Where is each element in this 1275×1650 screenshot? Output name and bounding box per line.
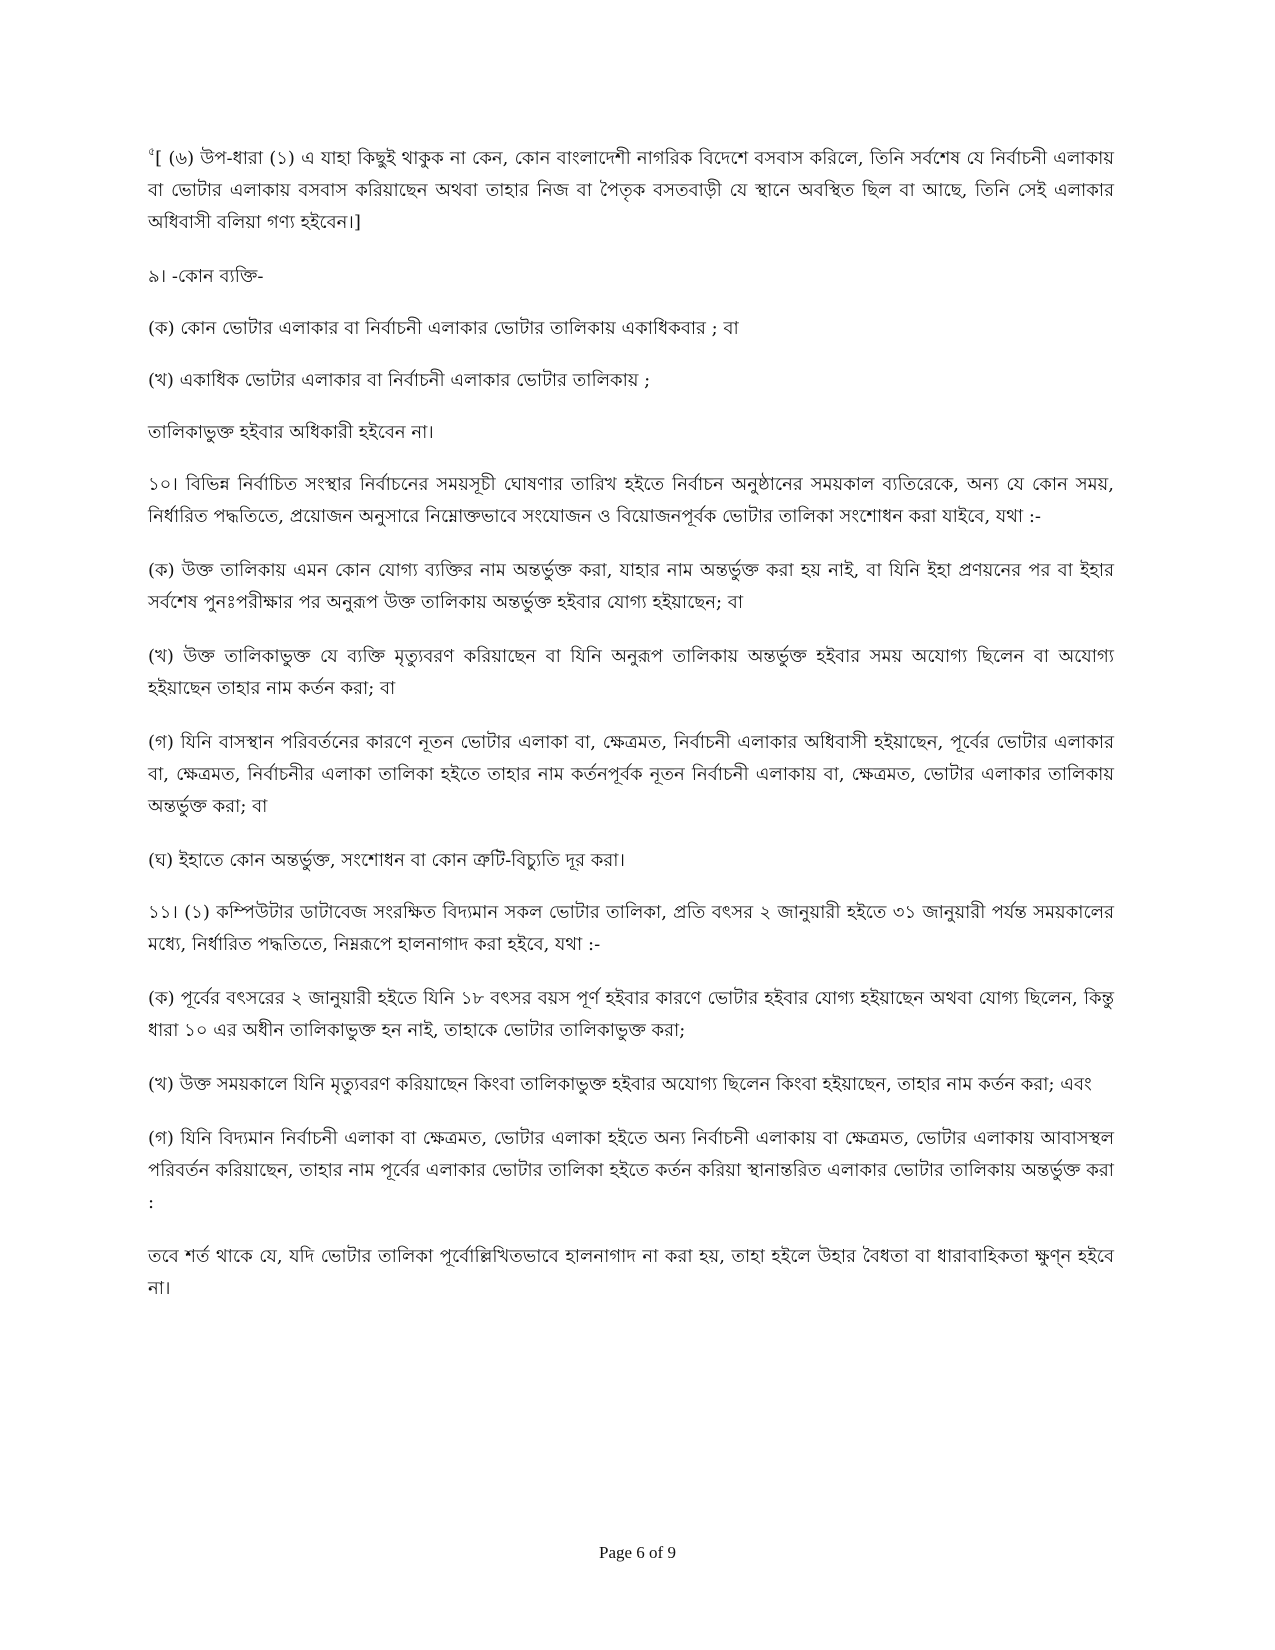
paragraph-proviso: তবে শর্ত থাকে যে, যদি ভোটার তালিকা পূর্বোল্লিখিতভাবে হালনাগাদ না করা হয়, তাহা হইলে উহার বৈধতা বা ধারাবাহিকতা ক্ষুণ্ন হইবে না। — [148, 1246, 1114, 1299]
document-body — [148, 143, 1114, 1327]
paragraph-section-10-ka: (ক) উক্ত তালিকায় এমন কোন যোগ্য ব্যক্তির নাম অন্তর্ভুক্ত করা, যাহার নাম অন্তর্ভুক্ত করা হয় নাই, বা যিনি ইহা প্রণয়নের পর বা ইহার সর্বশেষ পুনঃপরীক্ষার পর অনুরূপ উক্ত তালিকায় অন্তর্ভুক্ত হইবার যোগ্য হইয়াছেন; বা — [148, 560, 1114, 613]
paragraph-section-9-closing: তালিকাভুক্ত হইবার অধিকারী হইবেন না। — [148, 422, 434, 443]
paragraph-section-9-ka: (ক) কোন ভোটার এলাকার বা নির্বাচনী এলাকার ভোটার তালিকায় একাধিকবার ; বা — [148, 318, 739, 339]
paragraph-section-11-ka: (ক) পূর্বের বৎসরের ২ জানুয়ারী হইতে যিনি ১৮ বৎসর বয়স পূর্ণ হইবার কারণে ভোটার হইবার যোগ্য হইয়াছেন অথবা যোগ্য ছিলেন, কিন্তু ধারা ১০ এর অধীন তালিকাভুক্ত হন নাই, তাহাকে ভোটার তালিকাভুক্ত করা; — [148, 988, 1114, 1041]
paragraph-text: [ (৬) উপ-ধারা (১) এ যাহা কিছুই থাকুক না কেন, কোন বাংলাদেশী নাগরিক বিদেশে বসবাস করিলে, তিনি সর্বশেষ যে নির্বাচনী এলাকায় বা ভোটার এলাকায় বসবাস করিয়াছেন অথবা তাহার নিজ বা পৈতৃক বসতবাড়ী যে স্থানে অবস্থিত ছিল বা আছে, তিনি সেই এলাকার অধিবাসী বলিয়া গণ্য হইবেন।] — [148, 148, 1114, 233]
paragraph-section-10: ১০। বিভিন্ন নির্বাচিত সংস্থার নির্বাচনের সময়সূচী ঘোষণার তারিখ হইতে নির্বাচন অনুষ্ঠানের সময়কাল ব্যতিরেকে, অন্য যে কোন সময়, নির্ধারিত পদ্ধতিতে, প্রয়োজন অনুসারে নিম্নোক্তভাবে সংযোজন ও বিয়োজনপূর্বক ভোটার তালিকা সংশোধন করা যাইবে, যথা :- — [148, 474, 1114, 527]
page-number-footer: Page 6 of 9 — [599, 1543, 676, 1562]
paragraph-section-10-ga: (গ) যিনি বাসস্থান পরিবর্তনের কারণে নূতন ভোটার এলাকা বা, ক্ষেত্রমত, নির্বাচনী এলাকার অধিবাসী হইয়াছেন, পূর্বের ভোটার এলাকার বা, ক্ষেত্রমত, নির্বাচনীর এলাকা তালিকা হইতে তাহার নাম কর্তনপূর্বক নূতন নির্বাচনী এলাকায় বা, ক্ষেত্রমত, ভোটার এলাকার তালিকায় অন্তর্ভুক্ত করা; বা — [148, 732, 1114, 817]
paragraph-section-9: ৯। -কোন ব্যক্তি- — [148, 266, 264, 287]
paragraph-section-10-kha: (খ) উক্ত তালিকাভুক্ত যে ব্যক্তি মৃত্যুবরণ করিয়াছেন বা যিনি অনুরূপ তালিকায় অন্তর্ভুক্ত হইবার সময় অযোগ্য ছিলেন বা অযোগ্য হইয়াছেন তাহার নাম কর্তন করা; বা — [148, 646, 1114, 699]
paragraph-section-11: ১১। (১) কম্পিউটার ডাটাবেজ সংরক্ষিত বিদ্যমান সকল ভোটার তালিকা, প্রতি বৎসর ২ জানুয়ারী হইতে ৩১ জানুয়ারী পর্যন্ত সময়কালের মধ্যে, নির্ধারিত পদ্ধতিতে, নিম্নরূপে হালনাগাদ করা হইবে, যথা :- — [148, 902, 1114, 955]
paragraph-section-11-kha: (খ) উক্ত সময়কালে যিনি মৃত্যুবরণ করিয়াছেন কিংবা তালিকাভুক্ত হইবার অযোগ্য ছিলেন কিংবা হইয়াছেন, তাহার নাম কর্তন করা; এবং — [148, 1074, 1092, 1095]
paragraph-section-11-ga: (গ) যিনি বিদ্যমান নির্বাচনী এলাকা বা ক্ষেত্রমত, ভোটার এলাকা হইতে অন্য নির্বাচনী এলাকায় বা ক্ষেত্রমত, ভোটার এলাকায় আবাসস্থল পরিবর্তন করিয়াছেন, তাহার নাম পূর্বের এলাকার ভোটার তালিকা হইতে কর্তন করিয়া স্থানান্তরিত এলাকার ভোটার তালিকায় অন্তর্ভুক্ত করা : — [148, 1128, 1114, 1213]
paragraph-section-10-gha: (ঘ) ইহাতে কোন অন্তর্ভুক্ত, সংশোধন বা কোন ত্রুটি-বিচ্যুতি দূর করা। — [148, 850, 625, 871]
paragraph-subsection-6 — [148, 143, 1114, 239]
paragraph-section-9-kha: (খ) একাধিক ভোটার এলাকার বা নির্বাচনী এলাকার ভোটার তালিকায় ; — [148, 370, 651, 391]
footnote-marker: ৫ — [148, 145, 156, 158]
